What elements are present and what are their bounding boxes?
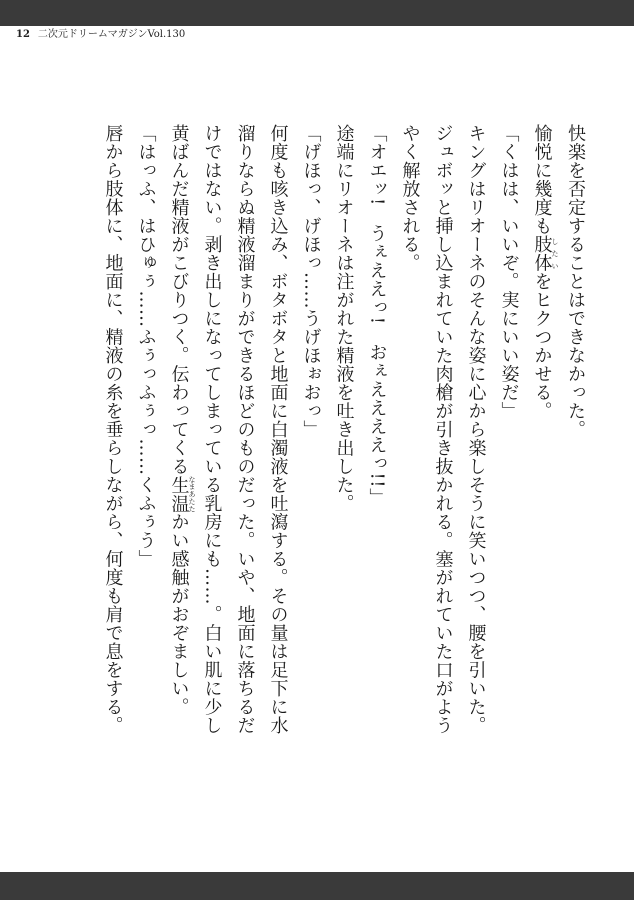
ruby-namaatataka-reading: なまあたた [188, 475, 196, 513]
paragraph-2: 愉悦に幾度も肢体したいをヒクつかせる。 [531, 124, 559, 420]
magazine-title: 二次元ドリームマガジンVol.130 [37, 29, 186, 40]
ruby-shitai-base: 肢体 [531, 235, 553, 272]
page-number: 12 [16, 29, 30, 40]
ruby-shitai-reading: したい [551, 235, 559, 272]
paragraph-1: 快楽を否定することはできなかった。 [565, 124, 586, 439]
body-text [62, 124, 592, 744]
running-header [16, 28, 185, 42]
paragraph-9: 「はっふ、はひゅぅ……ふぅっふぅっ……くふぅう」 [135, 124, 157, 568]
paragraph-4: キングはリオーネのそんな姿に心から楽しそうに笑いつつ、腰を引いた。ジュボッと挿し込まれていた肉槍が引き抜かれる。塞がれていた口がようやく解放される。 [399, 124, 487, 735]
paragraph-5: 「オエッ! うぇええっ! おぇええええっ!!」 [366, 124, 388, 507]
ruby-namaatataka-base: 生温 [168, 475, 190, 513]
bottom-bar [0, 872, 634, 900]
paragraph-10: 唇から肢体に、地面に、精液の糸を垂らしながら、何度も肩で息をする。 [102, 124, 124, 735]
ruby-shitai [531, 235, 559, 272]
ruby-namaatataka [168, 475, 196, 513]
paragraph-7: 「げほっ、げほっ……うげほぉおっ」 [300, 124, 322, 439]
paragraph-3: 「くはは、いいぞ。実にいい姿だ」 [498, 124, 520, 420]
paragraph-6: 途端にリオーネは注がれた精液を吐き出した。 [333, 124, 355, 513]
paragraph-8: 何度も咳き込み、ボタボタと地面に白濁液を吐瀉する。その量は足下に水溜りならぬ精液溜まりができるほどのものだった。いや、地面に落ちるだけではない。剥き出しになってしまっている乳房にも……。白い肌に少し黄ばんだ精液がこびりつく。伝わってくる生温なまあたたかい感触がおぞましい。 [168, 124, 289, 735]
top-bar [0, 0, 634, 26]
